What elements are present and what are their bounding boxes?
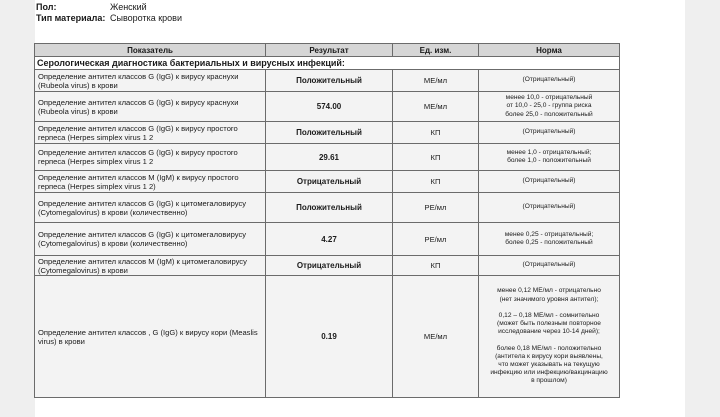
sex-label: Пол: <box>36 2 57 12</box>
header-unit: Ед. изм. <box>393 44 479 57</box>
table-row <box>35 193 620 223</box>
norm-line: более 1,0 - положительный <box>507 157 591 164</box>
material-value: Сыворотка крови <box>110 13 182 23</box>
norm-line: менее 0,12 МЕ/мл - отрицательно <box>497 287 601 295</box>
indicator-cell: Определение антител классов G (IgG) к цитомегаловирусу (Cytomegalovirus) в крови (количественно) <box>35 193 266 223</box>
result-cell: Положительный <box>266 70 393 92</box>
norm-line: 0,12 – 0,18 МЕ/мл - сомнительно <box>498 311 600 319</box>
result-cell: Отрицательный <box>266 256 393 276</box>
norm-cell <box>479 144 620 171</box>
indicator-cell: Определение антител классов G (IgG) к вирусу простого герпеса (Herpes simplex virus 1 2 <box>35 144 266 171</box>
norm-cell <box>479 122 620 144</box>
norm-line: что может указывать на текущую <box>498 360 600 368</box>
unit-cell: КП <box>393 256 479 276</box>
norm-cell <box>479 92 620 122</box>
norm-line: (Отрицательный) <box>522 261 576 269</box>
sex-value: Женский <box>110 2 147 12</box>
norm-line: (Отрицательный) <box>522 177 576 185</box>
indicator-cell: Определение антител классов M (IgM) к цитомегаловирусу (Cytomegalovirus) в крови <box>35 256 266 276</box>
material-label: Тип материала: <box>36 13 106 23</box>
section-title: Серологическая диагностика бактериальных и вирусных инфекций: <box>35 57 620 70</box>
norm-line: менее 0,25 - отрицательный; <box>504 230 594 238</box>
norm-cell <box>479 70 620 92</box>
norm-line: (Отрицательный) <box>522 128 576 136</box>
norm-line <box>482 337 616 345</box>
norm-line: (нет значимого уровня антител); <box>499 295 599 303</box>
norm-line: менее 10,0 - отрицательный <box>505 94 593 102</box>
unit-cell: КП <box>393 171 479 193</box>
unit-cell: МЕ/мл <box>393 276 479 398</box>
norm-cell <box>479 171 620 193</box>
table-row <box>35 256 620 276</box>
norm-line: от 10,0 - 25,0 - группа риска <box>506 102 592 110</box>
table-row <box>35 92 620 122</box>
norm-cell <box>479 276 620 398</box>
unit-cell: РЕ/мл <box>393 193 479 223</box>
indicator-cell: Определение антител классов G (IgG) к вирусу краснухи (Rubeola virus) в крови <box>35 92 266 122</box>
result-cell: 0.19 <box>266 276 393 398</box>
unit-cell: КП <box>393 144 479 171</box>
indicator-cell: Определение антител классов , G (IgG) к вирусу кори (Measlis virus) в крови <box>35 276 266 398</box>
table-row <box>35 144 620 171</box>
result-cell: Положительный <box>266 193 393 223</box>
indicator-cell: Определение антител классов G (IgG) к вирусу краснухи (Rubeola virus) в крови <box>35 70 266 92</box>
result-cell: 574.00 <box>266 92 393 122</box>
unit-cell: РЕ/мл <box>393 223 479 256</box>
table-header-row <box>35 44 620 57</box>
results-table <box>34 43 620 398</box>
norm-cell <box>479 223 620 256</box>
indicator-cell: Определение антител классов G (IgG) к вирусу простого герпеса (Herpes simplex virus 1 2 <box>35 122 266 144</box>
norm-line: (Отрицательный) <box>522 76 576 84</box>
section-row <box>35 57 620 70</box>
norm-line: в прошлом) <box>531 377 567 385</box>
unit-cell: МЕ/мл <box>393 70 479 92</box>
norm-line: инфекцию или инфекцию/вакцинацию <box>490 369 608 377</box>
norm-cell <box>479 193 620 223</box>
table-row <box>35 122 620 144</box>
result-cell: Положительный <box>266 122 393 144</box>
table-row <box>35 276 620 398</box>
result-cell: 4.27 <box>266 223 393 256</box>
header-result: Результат <box>266 44 393 57</box>
header-norm: Норма <box>479 44 620 57</box>
norm-line: (антитела к вирусу кори выявлены, <box>495 352 603 360</box>
indicator-cell: Определение антител классов M (IgM) к вирусу простого герпеса (Herpes simplex virus 1 2) <box>35 171 266 193</box>
table-row <box>35 223 620 256</box>
norm-line: (может быть полезным повторное <box>497 320 601 328</box>
unit-cell: КП <box>393 122 479 144</box>
table-row <box>35 171 620 193</box>
norm-line: менее 1,0 - отрицательный; <box>506 148 592 156</box>
norm-line: исследование через 10-14 дней); <box>498 328 600 336</box>
norm-cell <box>479 256 620 276</box>
norm-line: более 0,18 МЕ/мл - положительно <box>496 344 602 352</box>
header-indicator: Показатель <box>35 44 266 57</box>
result-cell: 29.61 <box>266 144 393 171</box>
norm-line <box>482 304 616 312</box>
norm-line: более 0,25 - положительный <box>505 239 593 246</box>
table-row <box>35 70 620 92</box>
indicator-cell: Определение антител классов G (IgG) к цитомегаловирусу (Cytomegalovirus) в крови (количественно) <box>35 223 266 256</box>
result-cell: Отрицательный <box>266 171 393 193</box>
unit-cell: МЕ/мл <box>393 92 479 122</box>
norm-line: более 25,0 - положительный <box>505 110 593 118</box>
norm-line: (Отрицательный) <box>522 203 576 211</box>
